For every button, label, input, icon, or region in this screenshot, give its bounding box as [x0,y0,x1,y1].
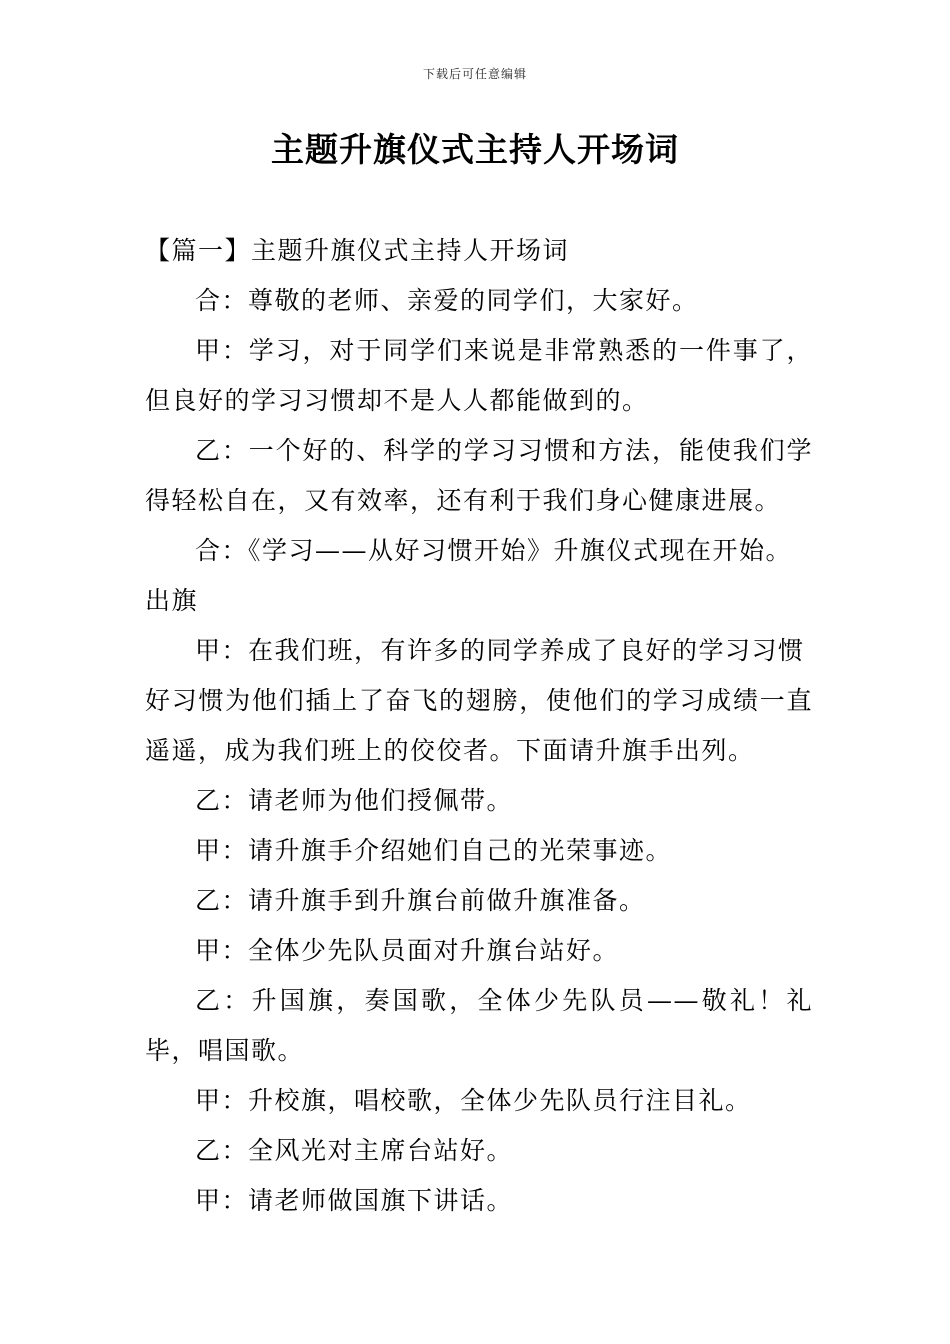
document-body [145,226,813,1226]
paragraph: 甲：学习，对于同学们来说是非常熟悉的一件事了，但良好的学习习惯却不是人人都能做到的。 [145,336,813,415]
paragraph: 乙：一个好的、科学的学习习惯和方法，能使我们学得轻松自在，又有效率，还有利于我们身心健康进展。 [145,436,813,515]
paragraph: 好习惯为他们插上了奋飞的翅膀，使他们的学习成绩一直遥遥，成为我们班上的佼佼者。下面请升旗手出列。 [145,686,813,765]
paragraph: 乙：请老师为他们授佩带。 [195,786,514,815]
page-header-note: 下载后可任意编辑 [422,67,527,81]
paragraph: 甲：全体少先队员面对升旗台站好。 [195,936,620,965]
paragraph: 甲：请老师做国旗下讲话。 [195,1186,514,1215]
paragraph: 合：尊敬的老师、亲爱的同学们，大家好。 [195,286,699,315]
paragraph: 乙：升国旗，奏国歌，全体少先队员——敬礼！礼毕，唱国歌。 [145,986,813,1065]
paragraph: 甲：在我们班，有许多的同学养成了良好的学习习惯 [195,636,805,665]
paragraph: 甲：请升旗手介绍她们自己的光荣事迹。 [195,836,673,865]
section-heading: 【篇一】主题升旗仪式主持人开场词 [145,236,570,265]
paragraph: 乙：全风光对主席台站好。 [195,1136,514,1165]
paragraph: 出旗 [145,586,199,615]
paragraph: 甲：升校旗，唱校歌，全体少先队员行注目礼。 [195,1086,752,1115]
paragraph: 乙：请升旗手到升旗台前做升旗准备。 [195,886,646,915]
document-title: 主题升旗仪式主持人开场词 [271,130,679,169]
paragraph: 合：《学习——从好习惯开始》升旗仪式现在开始。 [195,536,793,565]
